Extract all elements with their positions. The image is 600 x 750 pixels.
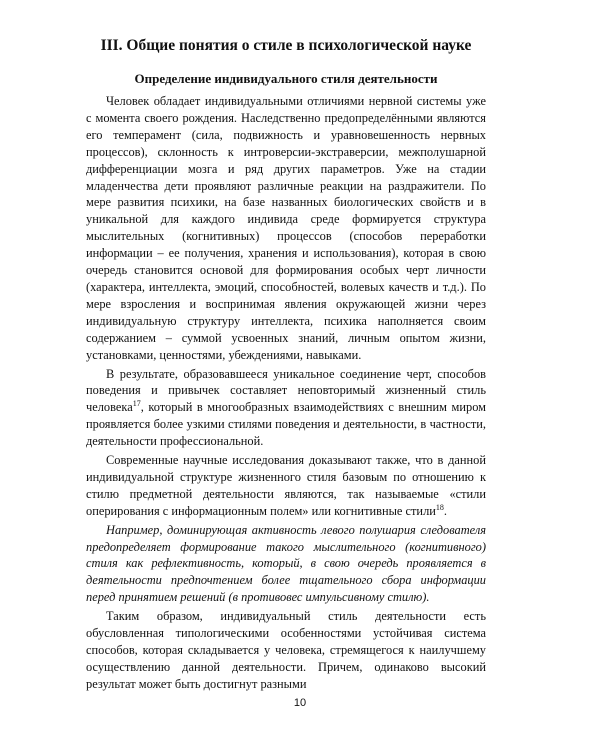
paragraph-3-text-after: .	[443, 503, 447, 518]
paragraph-1: Человек обладает индивидуальными отличиями нервной системы уже с момента своего рождения. Наследственно предопределёнными являются его темперамент (сила, подвижность и уравновешенность нервных процессов), склонность к интроверсии-экстраверсии, межполушарной дифференциации мозга и ряд других параметров. Уже на стадии младенчества дети проявляют различные реакции на раздражители. По мере развития психики, на базе названных биологических свойств и в уникальной для каждого индивида среде формируется структура мыслительных (когнитивных) процессов (способов переработки информации – ее получения, хранения и использования), которая в свою очередь становится основой для формирования особых черт личности (характера, интеллекта, эмоций, способностей, волевых качеств и т.д.). По мере взросления и воспринимая явления окружающей жизни через индивидуальную структуру интеллекта, психика наполняется своим содержанием – суммой усвоенных знаний, личным опытом жизни, установками, ценностями, убеждениями, навыками.	[86, 94, 486, 362]
paragraph-2	[86, 366, 486, 451]
footnote-ref-17[interactable]: 17	[132, 399, 141, 409]
page-number: 10	[293, 697, 307, 709]
paragraph-2-text-before: В результате, образовавшееся уникальное соединение черт, способов поведения и привычек составляет неповторимый жизненный стиль человека	[86, 366, 486, 415]
paragraph-5: Таким образом, индивидуальный стиль деятельности есть обусловленная типологическими особенностями устойчивая система способов, которая складывается у человека, стремящегося к наилучшему осуществлению данной деятельности. Причем, одинаково высокий результат может быть достигнут разными	[86, 609, 486, 691]
document-page	[86, 36, 486, 695]
chapter-title: III. Общие понятия о стиле в психологической науке	[100, 37, 472, 54]
paragraph-2-text-after: , который в многообразных взаимодействиях с внешним миром проявляется более узкими стилями поведения и деятельности, в частности, деятельности профессиональной.	[86, 400, 486, 449]
footnote-ref-18[interactable]: 18	[435, 502, 444, 512]
section-title: Определение индивидуального стиля деятельности	[134, 71, 438, 86]
paragraph-3-text-before: Современные научные исследования доказывают также, что в данной индивидуальной структуре жизненного стиля базовым по отношению к стилю предметной деятельности являются, так называемые «стили оперирования с информационным полем» или когнитивные стили	[86, 453, 486, 518]
paragraph-3	[86, 452, 486, 520]
paragraph-example-italic: Например, доминирующая активность левого полушария следователя предопределяет формирование такого мыслительного (когнитивного) стиля как рефлективность, который, в свою очередь проявляется в деятельности предпочтением более тщательного сбора информации перед принятием решений (в противовес импульсивному стилю).	[86, 522, 486, 605]
